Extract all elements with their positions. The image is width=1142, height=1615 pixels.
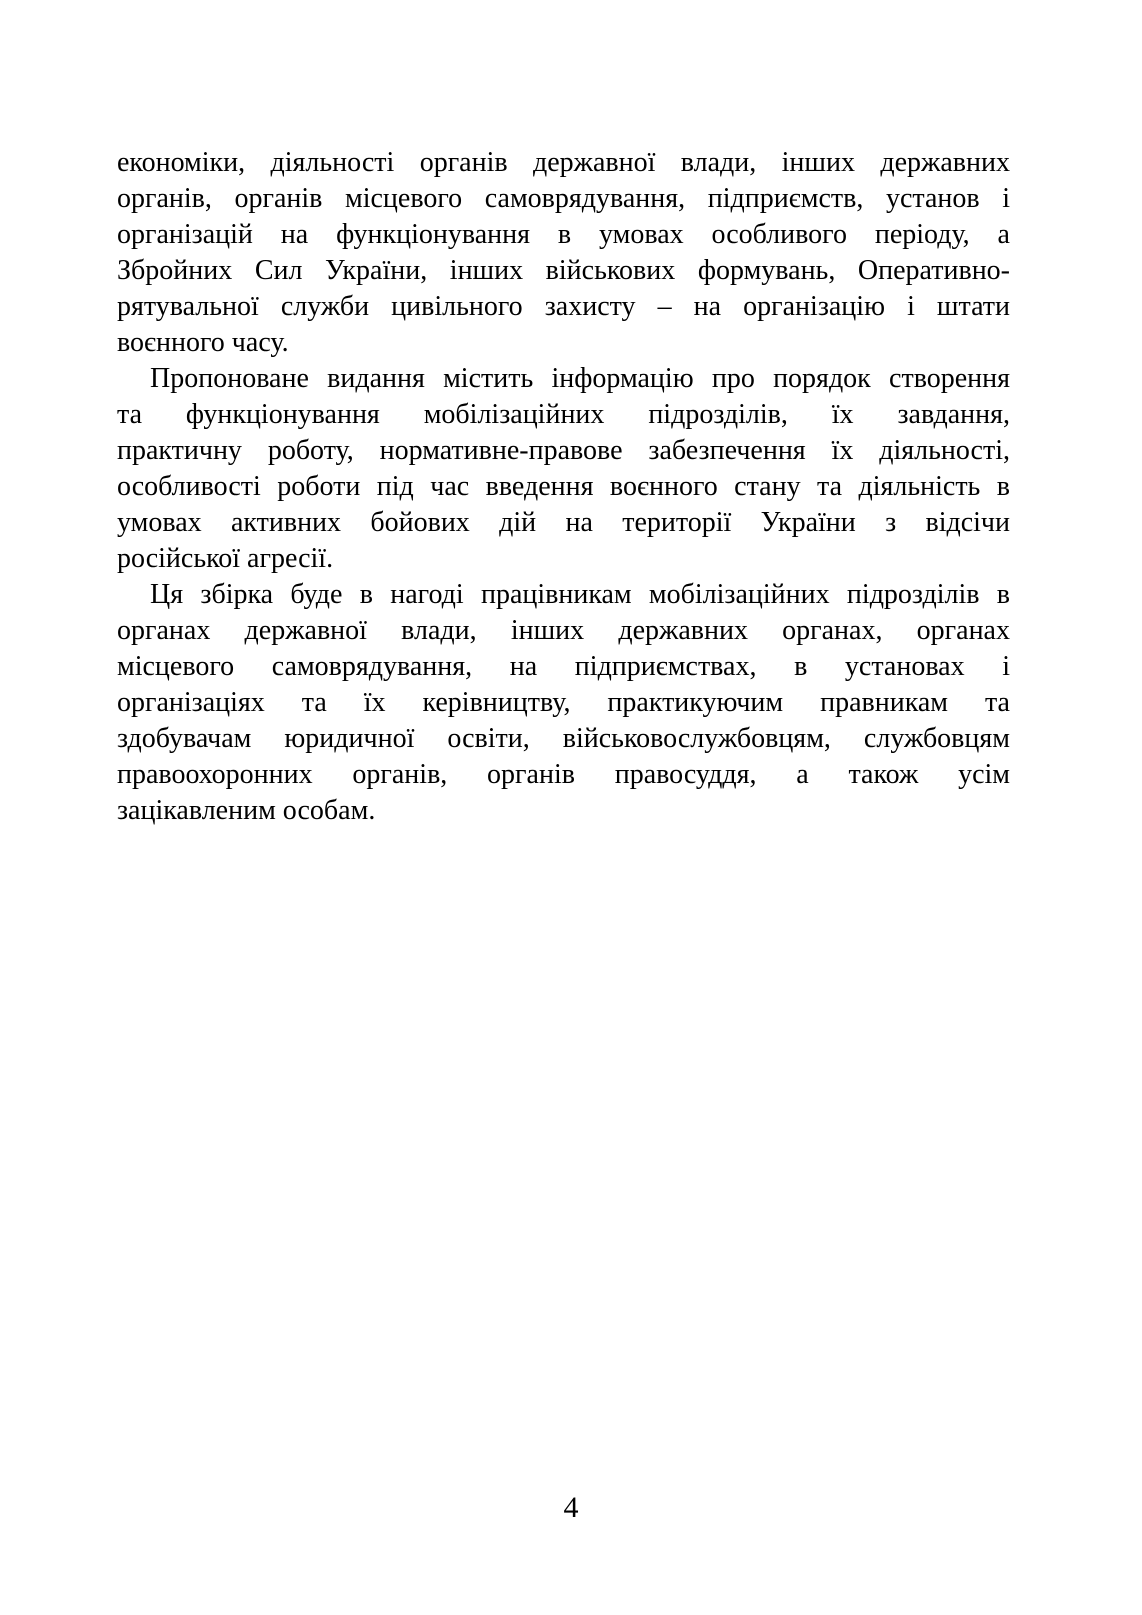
- text-line: воєнного часу.: [117, 327, 289, 358]
- text-line: органах державної влади, інших державних органах, органах: [117, 615, 1010, 646]
- text-line: російської агресії.: [117, 543, 334, 574]
- text-line: організацій на функціонування в умовах особливого періоду, а: [117, 219, 1010, 250]
- text-line: Пропоноване видання містить інформацію про порядок створення: [150, 363, 1010, 394]
- text-line: умовах активних бойових дій на території України з відсічи: [117, 507, 1010, 538]
- text-line: та функціонування мобілізаційних підрозділів, їх завдання,: [117, 399, 1010, 430]
- text-line: органів, органів місцевого самоврядування, підприємств, установ і: [117, 183, 1010, 214]
- paragraph: [117, 577, 1010, 829]
- text-line: правоохоронних органів, органів правосуддя, а також усім: [117, 759, 1010, 790]
- text-line: зацікавленим особам.: [117, 795, 376, 826]
- page-number: 4: [563, 1491, 579, 1524]
- text-line: практичну роботу, нормативне-правове забезпечення їх діяльності,: [117, 435, 1010, 466]
- text-line: економіки, діяльності органів державної влади, інших державних: [117, 147, 1010, 178]
- text-line: здобувачам юридичної освіти, військовослужбовцям, службовцям: [117, 723, 1010, 754]
- text-line: особливості роботи під час введення воєнного стану та діяльність в: [117, 471, 1010, 502]
- text-line: Ця збірка буде в нагоді працівникам мобілізаційних підрозділів в: [150, 579, 1010, 610]
- text-line: місцевого самоврядування, на підприємствах, в установах і: [117, 651, 1010, 682]
- text-line: організаціях та їх керівництву, практикуючим правникам та: [117, 687, 1010, 718]
- paragraph: [117, 145, 1010, 361]
- text-line: рятувальної служби цивільного захисту – на організацію і штати: [117, 291, 1010, 322]
- paragraph: [117, 361, 1010, 577]
- text-line: Збройних Сил України, інших військових формувань, Оперативно-: [117, 255, 1010, 286]
- body-text: [117, 145, 1010, 829]
